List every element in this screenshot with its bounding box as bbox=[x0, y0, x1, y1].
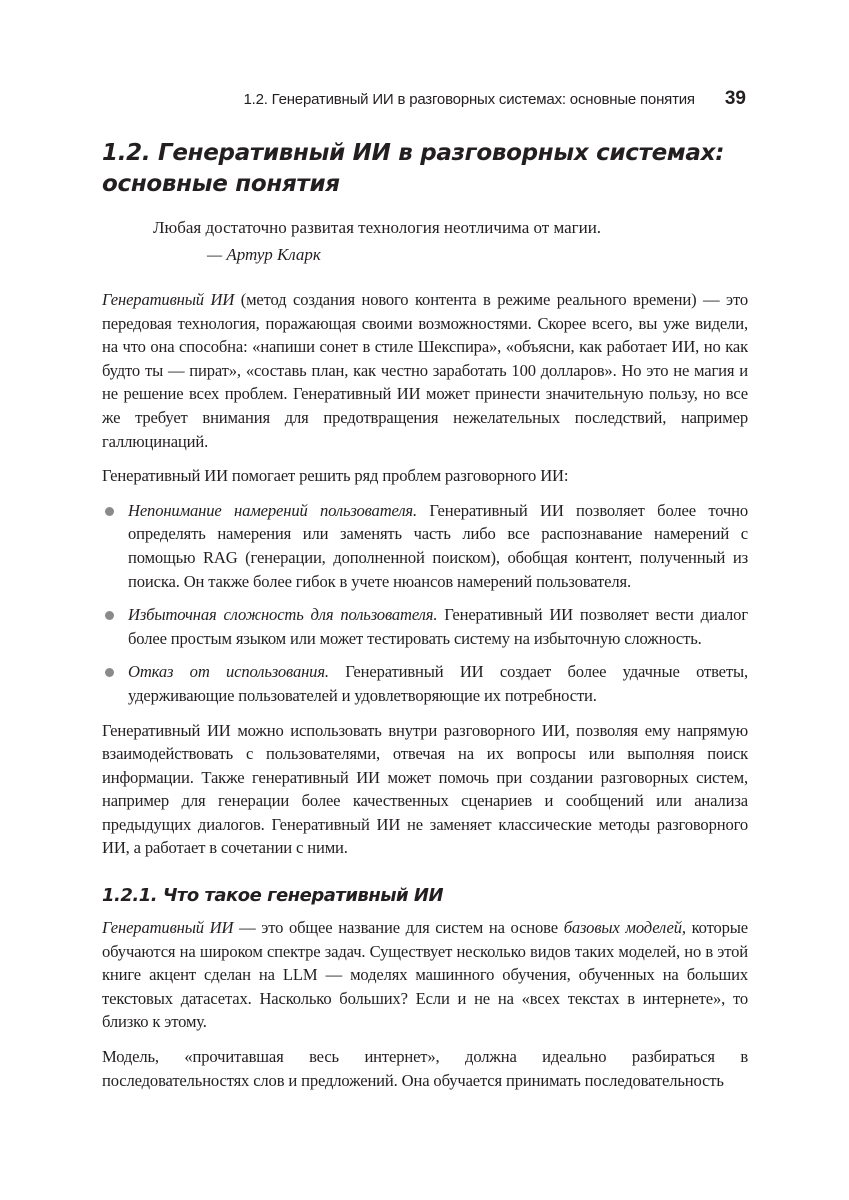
page-number: 39 bbox=[724, 88, 746, 109]
subsection-heading: 1.2.1. Что такое генеративный ИИ bbox=[102, 885, 444, 907]
epigraph-quote: Любая достаточно развитая технология неотличима от магии. bbox=[153, 218, 602, 237]
list-item-term: Избыточная сложность для пользователя. bbox=[128, 605, 438, 625]
closing-paragraph: Генеративный ИИ можно использовать внутри разговорного ИИ, позволяя ему напрямую взаимодействовать с пользователями, отвечая на их вопросы или выполняя поиск информации. Также генеративный ИИ может помочь при создании разговорных систем, например для генерации более качественных сценариев и сообщений или анализа предыдущих диалогов. Генеративный ИИ не заменяет классические методы разговорного ИИ, а работает в сочетании с ними. bbox=[102, 720, 748, 858]
section-heading: 1.2. Генеративный ИИ в разговорных системах: основные понятия bbox=[102, 140, 725, 197]
list-item-text: Генеративный ИИ создает более удачные ответы, удерживающие пользователей и удовлетворяющие их потребности. bbox=[128, 662, 748, 705]
bullet-icon bbox=[105, 611, 114, 620]
problems-list bbox=[102, 499, 748, 708]
body-text bbox=[102, 288, 748, 1103]
intro-paragraph: Генеративный ИИ (метод создания нового контента в режиме реального времени) — это передовая технология, поражающая своими возможностями. Скорее всего, вы уже видели, на что она способна: «напиши сонет в стиле Шекспира», «объясни, как работает ИИ, но как будто ты — пират», «составь план, как честно заработать 100 долларов». Но это не магия и не решение всех проблем. Генеративный ИИ может принести значительную пользу, но все же требует внимания для предотвращения нежелательных последствий, например галлюцинаций. bbox=[102, 290, 748, 451]
term-generative-ai: Генеративный ИИ bbox=[102, 290, 235, 309]
term-generative-ai: Генеративный ИИ bbox=[102, 918, 234, 938]
epigraph-author: — Артур Кларк bbox=[207, 245, 321, 264]
definition-paragraph: Генеративный ИИ — это общее название для систем на основе базовых моделей, которые обучаются на широком спектре задач. Существует несколько видов таких моделей, но в этой книге акцент сделан на LLM — моделях машинного обучения, обученных на больших текстовых датасетах. Насколько больших? Если и не на «всех текстах в интернете», то близко к этому. bbox=[102, 918, 749, 1032]
list-item-term: Отказ от использования. bbox=[128, 662, 329, 682]
list-item-text: Генеративный ИИ позволяет более точно определять намерения или заменять часть либо все распознавание намерений с помощью RAG (генерации, дополненной поиском), обобщая контент, полученный из поиска. Он также более гибок в учете нюансов намерений пользователя. bbox=[128, 500, 748, 591]
list-item-text: Генеративный ИИ позволяет вести диалог более простым языком или может тестировать систему на избыточную сложность. bbox=[128, 605, 748, 648]
running-head bbox=[100, 88, 746, 110]
running-head-title: 1.2. Генеративный ИИ в разговорных системах: основные понятия bbox=[243, 91, 695, 108]
list-item bbox=[102, 603, 748, 650]
list-item bbox=[102, 660, 748, 707]
list-item bbox=[102, 499, 748, 593]
bullet-icon bbox=[105, 668, 114, 677]
bullet-icon bbox=[105, 507, 114, 516]
problems-lead-paragraph: Генеративный ИИ помогает решить ряд проблем разговорного ИИ: bbox=[102, 466, 569, 486]
model-paragraph: Модель, «прочитавшая весь интернет», должна идеально разбираться в последовательностях слов и предложений. Она обучается принимать последовательность bbox=[102, 1047, 748, 1090]
epigraph bbox=[153, 214, 753, 268]
term-foundation-models: базовых моделей bbox=[563, 918, 682, 938]
list-item-term: Непонимание намерений пользователя. bbox=[128, 500, 417, 520]
